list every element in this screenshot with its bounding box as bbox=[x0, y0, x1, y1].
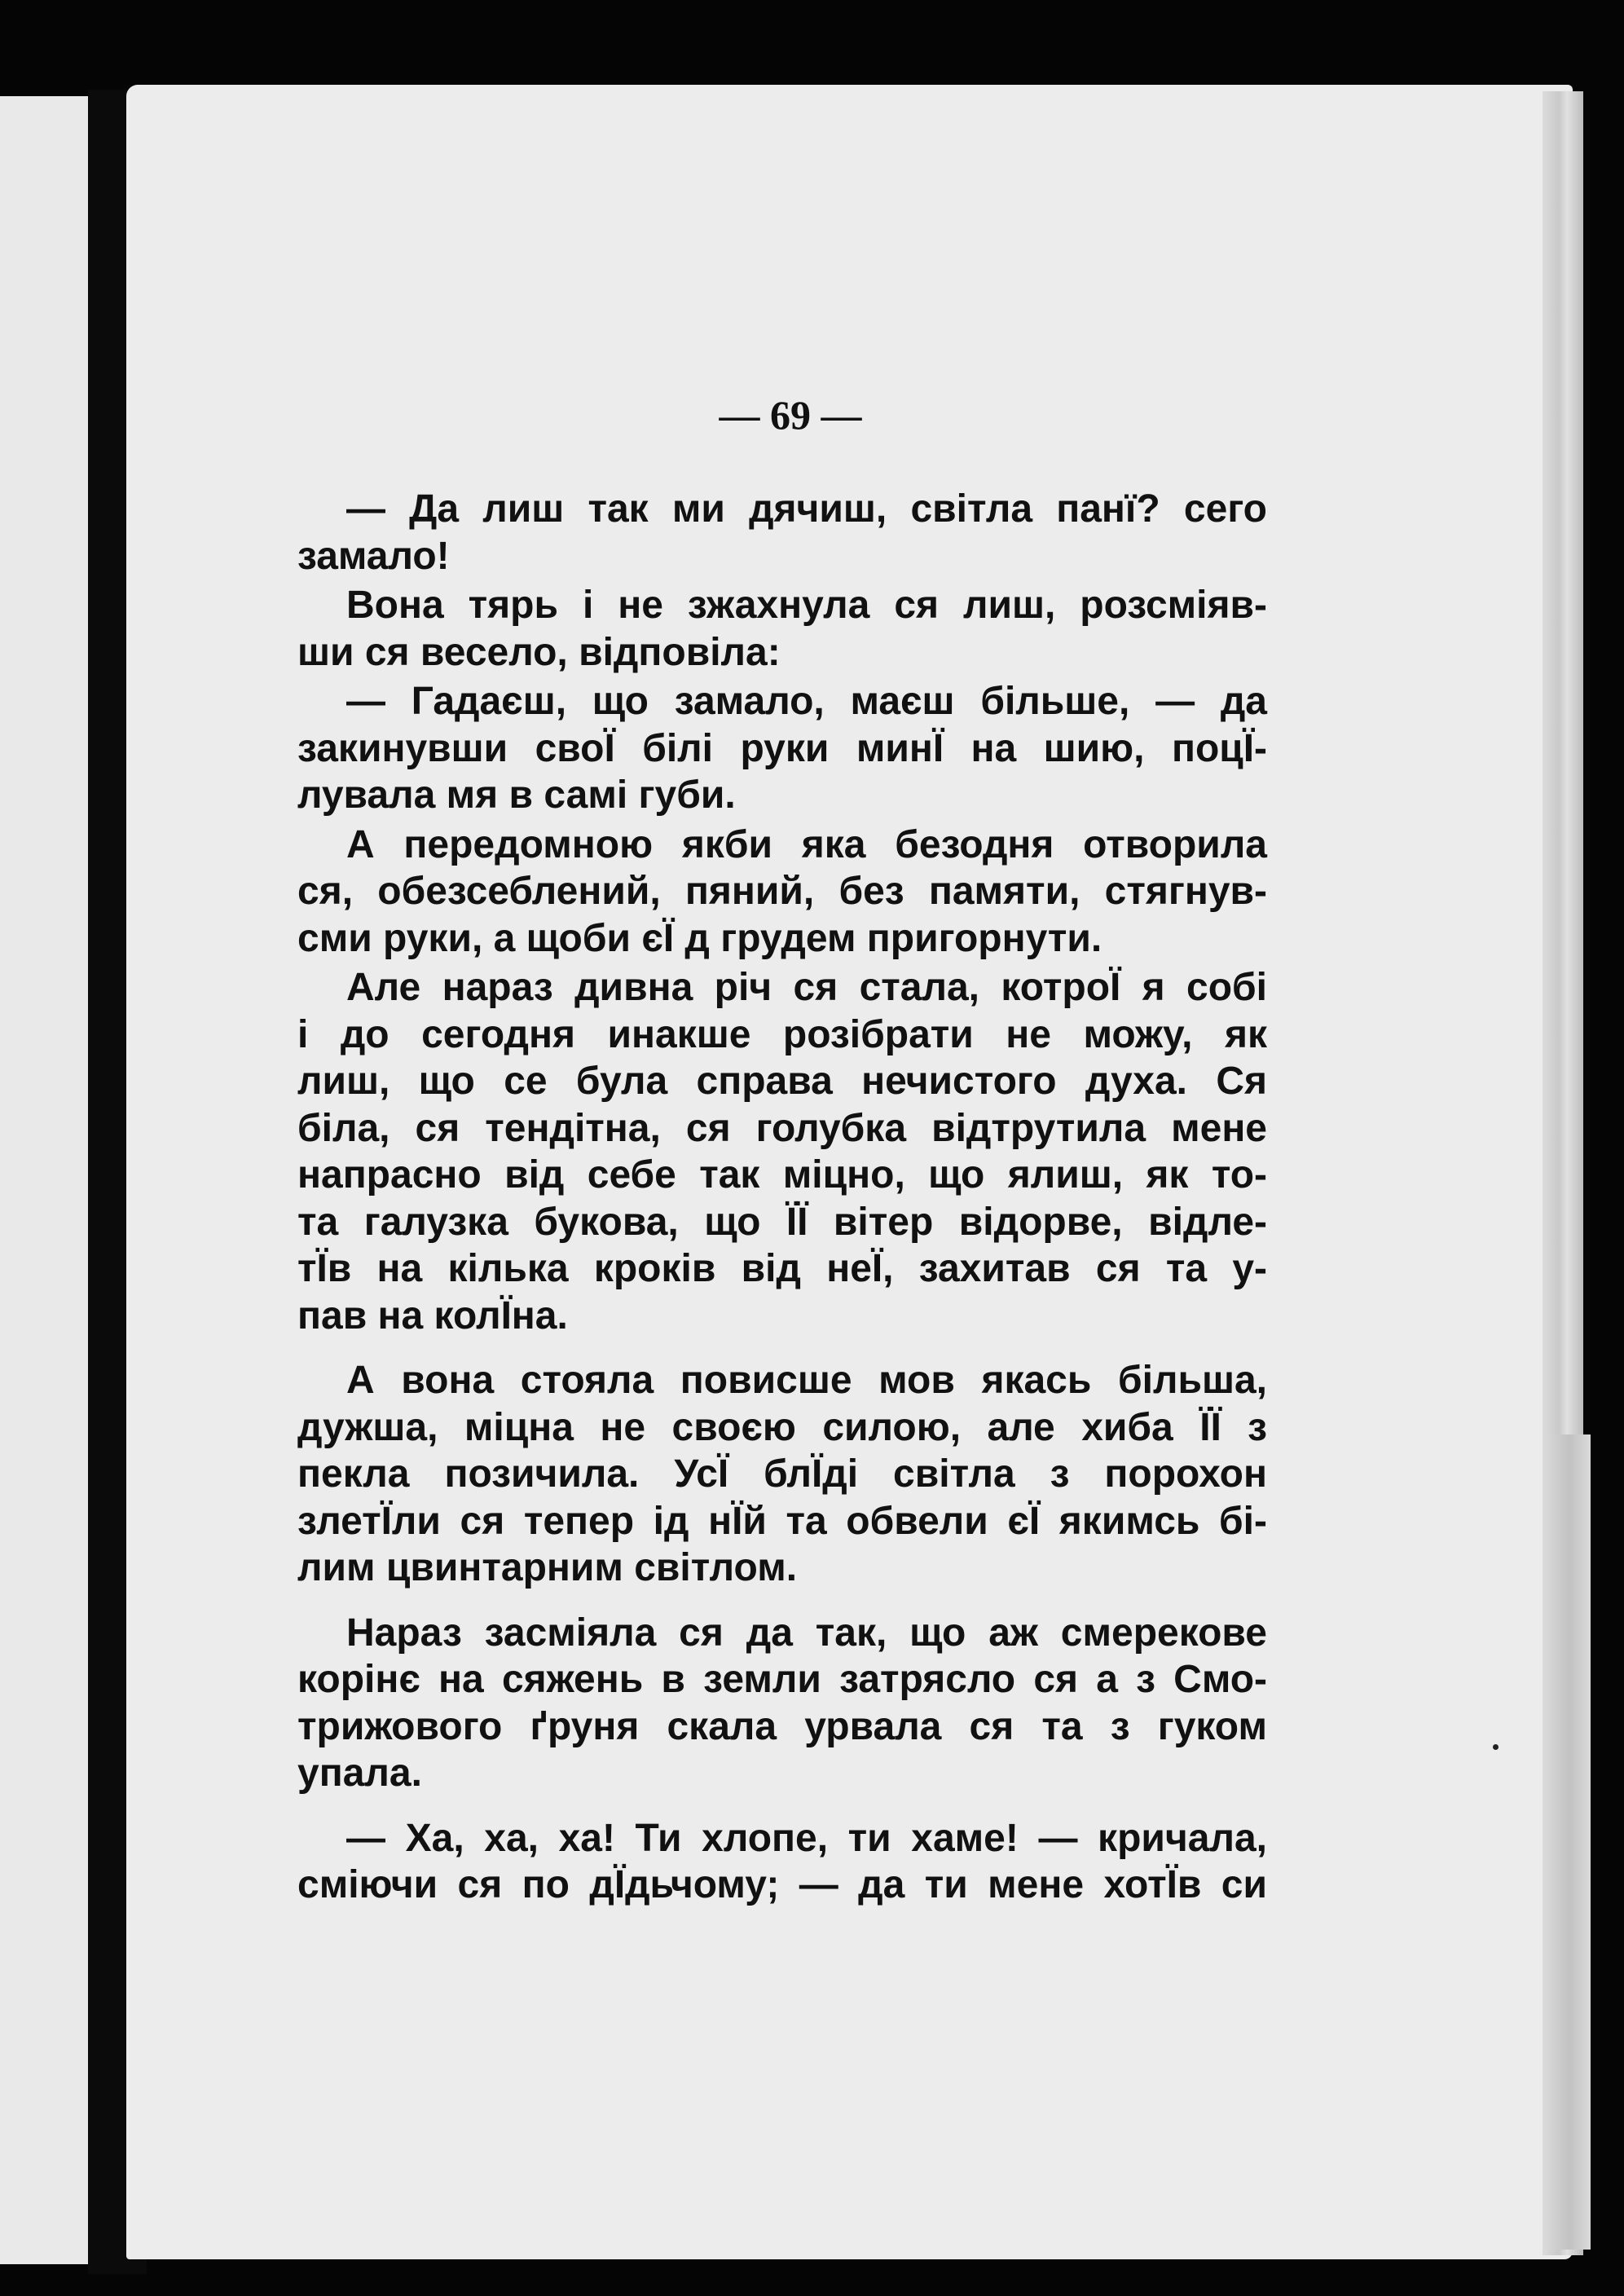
text-line: сміючи ся по дЇдьчому; — да ти мене хотЇв си bbox=[297, 1863, 1267, 1906]
text-line: лиш, що се була справа нечистого духа. Ся bbox=[297, 1060, 1267, 1103]
text-line: Нараз засміяла ся да так, що аж смерекове bbox=[346, 1611, 1267, 1655]
page-number: — 69 — bbox=[719, 392, 862, 438]
paragraph bbox=[297, 822, 1267, 963]
text-line: закинувши своЇ білі руки минЇ на шию, поцЇ- bbox=[297, 726, 1267, 770]
text-line: трижового ґруня скала урвала ся та з гуком bbox=[297, 1704, 1267, 1748]
text-line: злетЇли ся тепер ід нЇй та обвели єЇ якимсь бі- bbox=[297, 1499, 1267, 1543]
left-page-edge bbox=[0, 96, 88, 2264]
text-line: Вона тярь і не зжахнула ся лиш, розсміяв- bbox=[346, 584, 1267, 627]
paragraph bbox=[297, 1357, 1267, 1592]
text-line: біла, ся тендітна, ся голубка відтрутила мене bbox=[297, 1106, 1267, 1150]
paragraph bbox=[297, 1815, 1267, 1909]
paragraph bbox=[297, 582, 1267, 676]
paragraph bbox=[297, 1610, 1267, 1797]
text-line: тЇв на кілька кроків від неЇ, захитав ся та у- bbox=[297, 1247, 1267, 1290]
text-line: і до сегодня инакше розібрати не можу, як bbox=[297, 1012, 1267, 1056]
text-line: — Гадаєш, що замало, маєш більше, — да bbox=[346, 680, 1267, 723]
text-line: — Да лиш так ми дячиш, світла панї? сего bbox=[346, 487, 1267, 531]
body-text bbox=[297, 486, 1267, 1909]
text-line: А вона стояла повисше мов якась більша, bbox=[346, 1359, 1267, 1402]
text-line: сми руки, а щоби єЇ д грудем пригорнути. bbox=[297, 916, 1102, 960]
paragraph bbox=[297, 678, 1267, 819]
dust-speck bbox=[1493, 1744, 1499, 1750]
text-line: замало! bbox=[297, 534, 450, 578]
text-line: А передомною якби яка безодня отворила bbox=[346, 822, 1267, 866]
text-line: пав на колЇна. bbox=[297, 1293, 568, 1337]
text-line: ся, обезсеблений, пяний, без памяти, стягнув- bbox=[297, 870, 1267, 913]
paragraph bbox=[297, 964, 1267, 1339]
text-line: дужша, міцна не своєю силою, але хиба ЇЇ з bbox=[297, 1405, 1267, 1449]
text-line: — Ха, ха, ха! Ти хлопе, ти хаме! — кричала, bbox=[346, 1816, 1267, 1860]
page-fore-edge-lower bbox=[1548, 1434, 1591, 2250]
text-line: упала. bbox=[297, 1752, 422, 1795]
text-line: ши ся весело, відповіла: bbox=[297, 630, 781, 674]
text-line: корінє на сяжень в земли затрясло ся а з Смо- bbox=[297, 1658, 1267, 1701]
text-line: Але нараз дивна річ ся стала, котроЇ я собі bbox=[346, 966, 1267, 1009]
text-line: та галузка букова, що ЇЇ вітер відорве, відле- bbox=[297, 1200, 1267, 1244]
paragraph bbox=[297, 486, 1267, 580]
text-line: лувала мя в самі губи. bbox=[297, 773, 736, 817]
text-line: напрасно від себе так міцно, що ялиш, як то- bbox=[297, 1153, 1267, 1196]
text-line: пекла позичила. УсЇ блЇді світла з порохон bbox=[297, 1452, 1267, 1496]
text-line: лим цвинтарним світлом. bbox=[297, 1546, 798, 1589]
